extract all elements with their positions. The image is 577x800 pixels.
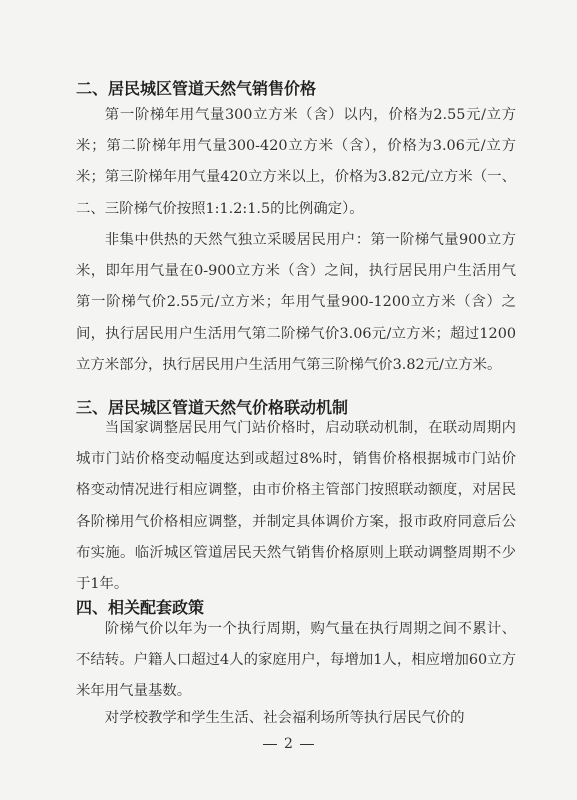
paragraph-linkage-mechanism: 当国家调整居民用气门站价格时，启动联动机制，在联动周期内城市门站价格变动幅度达到或超过8%时，销售价格根据城市门站价格变动情况进行相应调整，由市价格主管部门按照联动额度，对居民各阶梯用气价格相应调整，并制定具体调价方案，报市政府同意后公布实施。临沂城区管道居民天然气销售价格原则上联动调整周期不少于1年。 <box>76 420 516 593</box>
paragraph-schools-welfare: 对学校教学和学生生活、社会福利场所等执行居民气价的 <box>104 710 465 726</box>
section-heading-4: 四、相关配套政策 <box>76 598 205 617</box>
footer-dash-left <box>263 744 277 745</box>
paragraph-tier-pricing: 第一阶梯年用气量300立方米（含）以内，价格为2.55元/立方米；第二阶梯年用气量300-420立方米（含），价格为3.06元/立方米；第三阶梯年用气量420立方米以上，价格为3.82元/立方米（一、二、三阶梯气价按照1:1.2:1.5的比例确定）。 <box>76 107 516 217</box>
footer-dash-right <box>300 744 314 745</box>
section-heading-2: 二、居民城区管道天然气销售价格 <box>76 79 317 98</box>
paragraph-execution-cycle: 阶梯气价以年为一个执行周期，购气量在执行周期之间不累计、不结转。户籍人口超过4人的家庭用户，每增加1人，相应增加60立方米年用气量基数。 <box>76 621 516 700</box>
section-heading-3: 三、居民城区管道天然气价格联动机制 <box>76 398 349 417</box>
page-number: 2 <box>284 736 293 752</box>
paragraph-heating-users: 非集中供热的天然气独立采暖居民用户：第一阶梯气量900立方米，即年用气量在0-900立方米（含）之间，执行居民用户生活用气第一阶梯气价2.55元/立方米；年用气量900-1200立方米（含）之间，执行居民用户生活用气第二阶梯气价3.06元/立方米；超过1200立方米部分，执行居民用户生活用气第三阶梯气价3.82元/立方米。 <box>76 232 516 373</box>
page-footer <box>0 736 577 752</box>
